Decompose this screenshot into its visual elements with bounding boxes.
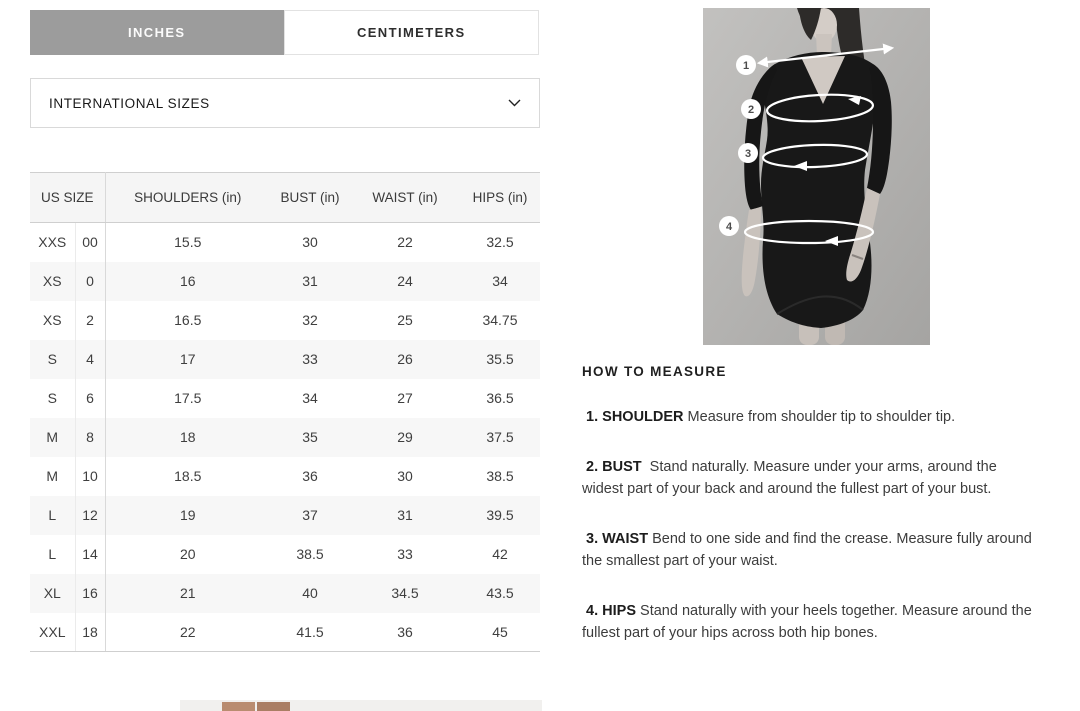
cell-waist: 27 (397, 390, 413, 406)
table-row (30, 535, 540, 574)
size-table-body (30, 223, 540, 652)
cell-bust: 30 (302, 234, 318, 251)
cell-shoulders: 22 (105, 613, 270, 652)
cell-bust: 37 (302, 507, 318, 523)
table-row (30, 262, 540, 301)
size-letter: M (30, 457, 75, 496)
peek-image (257, 702, 290, 711)
size-number: 12 (75, 496, 105, 535)
header-shoulders: SHOULDERS (in) (105, 173, 270, 223)
measure-step (582, 406, 1038, 429)
size-table-header (30, 173, 540, 223)
measure-step-label: 4. HIPS (582, 602, 636, 619)
cell-hips: 39.5 (486, 507, 514, 523)
cell-shoulders: 21 (179, 585, 196, 601)
next-section-peek (180, 700, 542, 711)
cell-hips: 43.5 (486, 585, 514, 601)
cell-shoulders: 18 (179, 429, 196, 445)
cell-shoulders: 16.5 (174, 312, 202, 328)
size-number: 0 (75, 262, 105, 301)
size-number: 18 (75, 613, 105, 652)
cell-bust: 32 (302, 312, 318, 328)
cell-hips: 36.5 (486, 390, 514, 406)
cell-bust: 36 (302, 468, 318, 484)
size-letter: XL (30, 574, 75, 613)
cell-shoulders: 18.5 (174, 468, 202, 484)
size-letter: XXL (30, 613, 75, 652)
size-letter: XS (30, 262, 75, 301)
dropdown-label: INTERNATIONAL SIZES (49, 95, 210, 111)
measure-step-label: 3. WAIST (582, 530, 649, 547)
table-row (30, 613, 540, 652)
header-us-size: US SIZE (30, 173, 105, 223)
cell-waist: 34.5 (391, 585, 419, 601)
size-number: 6 (75, 379, 105, 418)
table-row (30, 340, 540, 379)
size-letter: XXS (30, 223, 75, 262)
cell-waist: 22 (397, 234, 413, 251)
svg-text:1: 1 (742, 60, 750, 72)
measure-step-text: Stand naturally. Measure under your arms, around the widest part of your back and around the fullest part of your bust. (582, 458, 1001, 497)
marker-1-shoulder (736, 55, 756, 75)
measure-step (582, 600, 1038, 645)
table-row (30, 379, 540, 418)
size-number: 10 (75, 457, 105, 496)
size-number: 8 (75, 418, 105, 457)
cell-bust: 40 (302, 585, 318, 601)
cell-shoulders: 17 (179, 351, 196, 367)
international-sizes-dropdown[interactable] (30, 78, 540, 128)
cell-waist: 36 (350, 613, 460, 652)
size-number: 4 (75, 340, 105, 379)
cell-hips: 34 (492, 273, 508, 289)
table-row (30, 418, 540, 457)
peek-image (222, 702, 255, 711)
cell-waist: 31 (397, 507, 413, 523)
header-bust: BUST (in) (270, 173, 350, 223)
table-row (30, 496, 540, 535)
measure-step-text: Bend to one side and find the crease. Measure fully around the smallest part of your waist. (582, 530, 1036, 569)
svg-text:2: 2 (747, 104, 755, 116)
cell-waist: 25 (397, 312, 413, 328)
tab-inches[interactable]: INCHES (30, 10, 284, 55)
size-letter: L (30, 535, 75, 574)
how-to-measure-section (582, 364, 1038, 645)
cell-shoulders: 17.5 (174, 390, 202, 406)
size-letter: L (30, 496, 75, 535)
size-letter: S (30, 379, 75, 418)
size-number: 00 (75, 223, 105, 262)
header-waist: WAIST (in) (350, 173, 460, 223)
cell-shoulders: 19 (179, 507, 196, 523)
svg-text:4: 4 (725, 221, 733, 233)
cell-hips: 45 (460, 613, 540, 652)
chevron-down-icon (508, 99, 521, 107)
table-row (30, 301, 540, 340)
cell-waist: 33 (397, 546, 413, 562)
cell-shoulders: 16 (179, 273, 196, 289)
cell-bust: 41.5 (270, 613, 350, 652)
size-letter: M (30, 418, 75, 457)
cell-hips: 38.5 (486, 468, 514, 484)
measure-steps (582, 406, 1038, 645)
measure-step-text: Stand naturally with your heels together. Measure around the fullest part of your hips across both hip bones. (582, 602, 1036, 641)
table-row (30, 457, 540, 496)
measurement-model-image (703, 8, 930, 345)
cell-hips: 34.75 (482, 312, 518, 328)
svg-text:3: 3 (744, 148, 752, 160)
cell-waist: 29 (397, 429, 413, 445)
unit-tabs (30, 10, 539, 55)
size-number: 14 (75, 535, 105, 574)
cell-bust: 38.5 (296, 546, 324, 562)
size-number: 2 (75, 301, 105, 340)
cell-hips: 37.5 (486, 429, 514, 445)
size-table (30, 172, 540, 652)
cell-hips: 42 (492, 546, 508, 562)
cell-bust: 33 (302, 351, 318, 367)
marker-2-bust (741, 99, 761, 119)
cell-bust: 31 (302, 273, 318, 289)
cell-waist: 30 (397, 468, 413, 484)
cell-waist: 26 (397, 351, 413, 367)
size-letter: XS (30, 301, 75, 340)
cell-hips: 35.5 (486, 351, 514, 367)
how-to-measure-title: HOW TO MEASURE (582, 364, 727, 379)
table-row (30, 223, 540, 262)
cell-bust: 35 (302, 429, 318, 445)
tab-centimeters[interactable]: CENTIMETERS (284, 10, 540, 55)
measure-step (582, 456, 1038, 501)
cell-shoulders: 20 (179, 546, 196, 562)
cell-waist: 24 (397, 273, 413, 289)
measure-step-text: Measure from shoulder tip to shoulder tip. (683, 409, 956, 425)
size-letter: S (30, 340, 75, 379)
header-hips: HIPS (in) (460, 173, 540, 223)
measure-step (582, 528, 1038, 573)
cell-hips: 32.5 (486, 234, 514, 251)
size-number: 16 (75, 574, 105, 613)
measure-step-label: 1. SHOULDER (582, 409, 684, 425)
cell-bust: 34 (302, 390, 318, 406)
marker-4-hips (719, 216, 739, 236)
measure-step-label: 2. BUST (582, 458, 642, 475)
marker-3-waist (738, 143, 758, 163)
cell-shoulders: 15.5 (174, 234, 202, 251)
table-row (30, 574, 540, 613)
